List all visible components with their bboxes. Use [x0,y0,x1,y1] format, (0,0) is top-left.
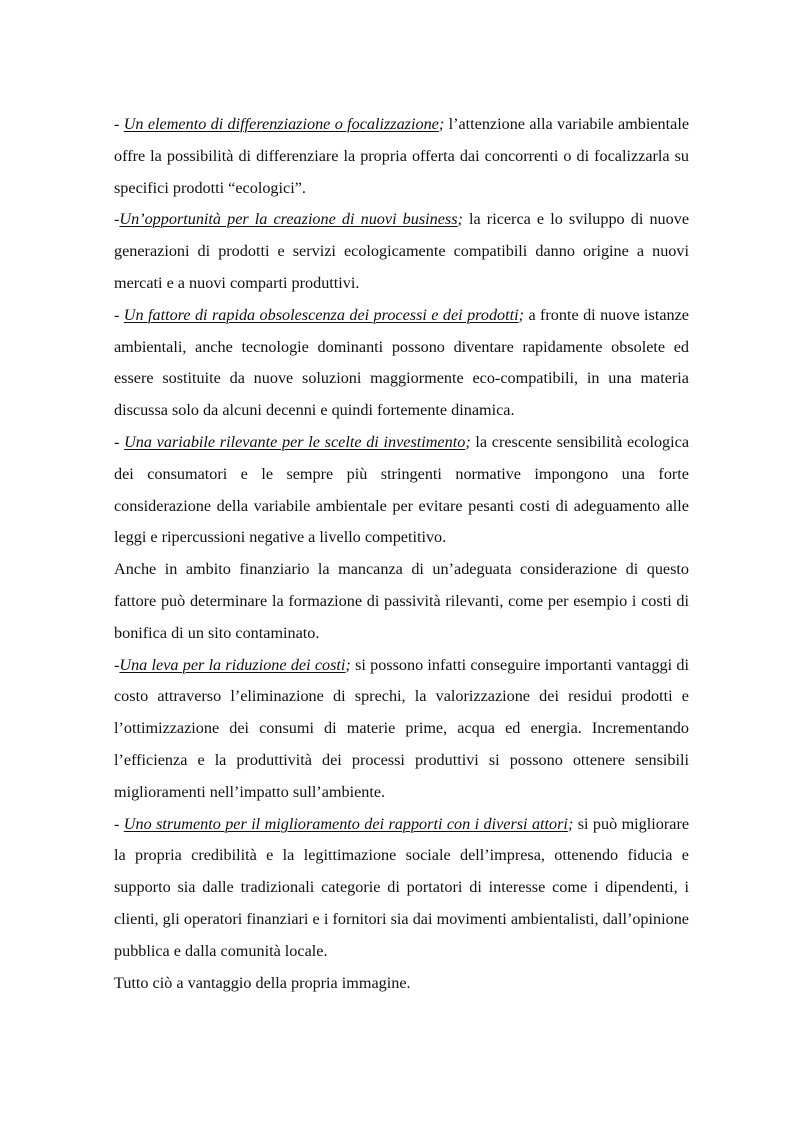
item-body: si può migliorare la propria credibilità e la legittimazione sociale dell’impresa, ottenendo fiducia e supporto sia dalle tradizionali categorie di portatori di interesse come i dipendenti, i clienti, gli operatori finanziari e i fornitori sia dai movimenti ambientalisti, dall’opinione pubblica e dalla comunità locale. [114,814,690,960]
item-body: la crescente sensibilità ecologica dei consumatori e le sempre più stringenti normative impongono una forte considerazione della variabile ambientale per evitare pesanti costi di adeguamento alle leggi e ripercussioni negative a livello competitivo. [114,432,690,547]
item-semicolon: ; [438,115,445,133]
paragraph-differenziazione [114,109,689,204]
paragraph-rapporti-attori [114,809,689,968]
bullet-dash: - [114,655,120,674]
item-body: a fronte di nuove istanze ambientali, anche tecnologie dominanti possono diventare rapidamente obsolete ed essere sostituite da nuove soluzioni maggiormente eco-compatibili, in una materia discussa solo da alcuni decenni e quindi fortemente dinamica. [114,305,689,420]
bullet-dash: - [114,432,125,451]
paragraph-conclusione: Tutto ciò a vantaggio della propria immagine. [114,973,411,992]
bullet-dash: - [114,814,124,833]
item-heading: Un’opportunità per la creazione di nuovi business [119,210,458,229]
item-heading: Un fattore di rapida obsolescenza dei processi e dei prodotti [123,305,519,324]
item-body: l’attenzione alla variabile ambientale offre la possibilità di differenziare la propria offerta dai concorrenti o di focalizzarla su specifici prodotti “ecologici”. [114,115,689,197]
item-semicolon: ; [345,655,351,674]
item-heading: Una leva per la riduzione dei costi [119,655,346,674]
paragraph-ambito-finanziario: Anche in ambito finanziario la mancanza di un’adeguata considerazione di questo fattore può determinare la formazione di passività rilevanti, come per esempio i costi di bonifica di un sito contaminato. [114,560,689,642]
item-heading: Uno strumento per il miglioramento dei rapporti con i diversi attori [123,814,568,833]
item-heading: Una variabile rilevante per le scelte di investimento [124,432,466,451]
document-page [114,109,689,999]
paragraph-nuovi-business [114,204,689,299]
item-semicolon: ; [567,814,574,833]
paragraph-obsolescenza [114,300,689,427]
item-heading: Un elemento di differenziazione o focalizzazione [123,115,439,133]
item-body: si possono infatti conseguire importanti vantaggi di costo attraverso l’eliminazione di sprechi, la valorizzazione dei residui prodotti e l’ottimizzazione dei consumi di materie prime, acqua ed energia. Incrementando l’efficienza e la produttività dei processi produttivi si possono ottenere sensibili miglioramenti nell’impatto sull’ambiente. [114,655,689,801]
item-body: la ricerca e lo sviluppo di nuove generazioni di prodotti e servizi ecologicamente compatibili danno origine a nuovi mercati e a nuovi comparti produttivi. [114,210,690,292]
paragraph-investimento [114,427,689,554]
item-semicolon: ; [518,305,525,324]
bullet-dash: - [114,210,120,229]
item-semicolon: ; [457,210,463,229]
bullet-dash: - [114,115,124,133]
paragraph-riduzione-costi [114,650,689,809]
item-semicolon: ; [465,432,471,451]
bullet-dash: - [114,305,124,324]
